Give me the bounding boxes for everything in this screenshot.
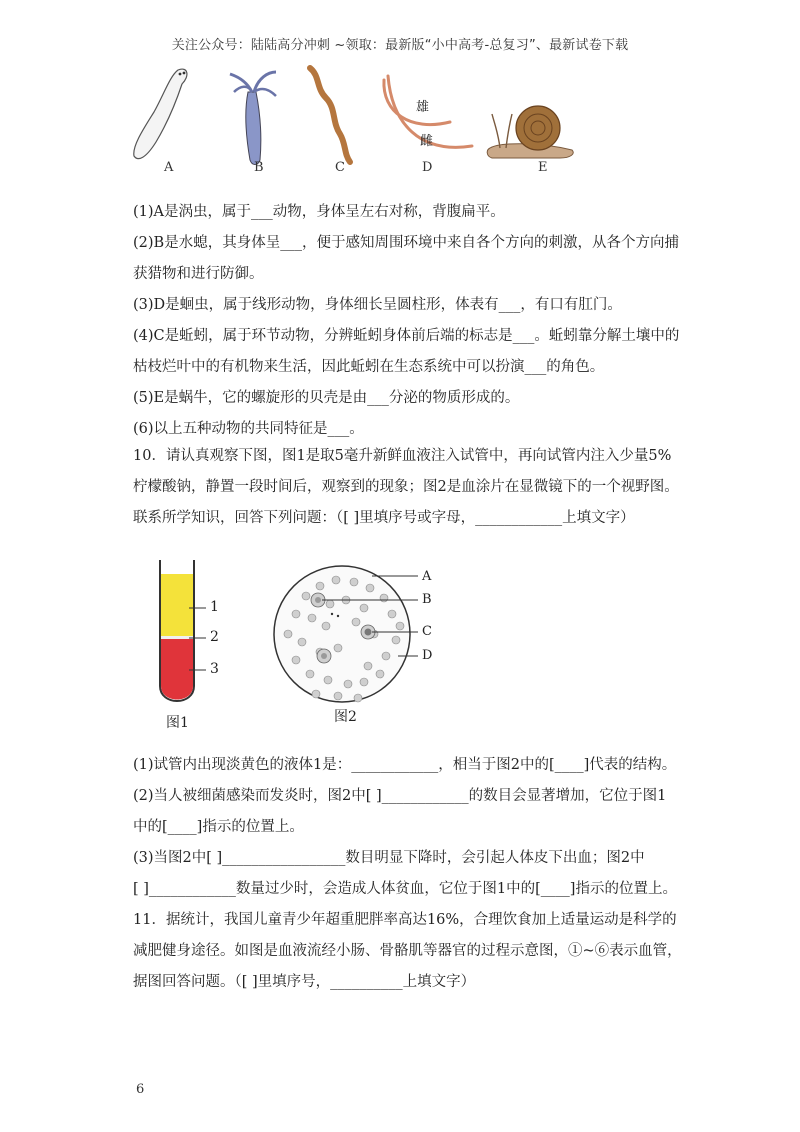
blood-smear-figure [268, 556, 448, 726]
q10-intro-1: 10．请认真观察下图，图1是取5毫升新鲜血液注入试管中，再向试管内注入少量5% [133, 448, 672, 464]
animal-label-e: E [538, 160, 548, 175]
animal-label-a: A [164, 160, 174, 175]
q10-sub-1: (1)试管内出现淡黄色的液体1是：____________，相当于图2中的[____]代表的结构。 [133, 757, 677, 773]
q10-intro-3: 联系所学知识，回答下列问题：（[ ]里填序号或字母，____________上填文字） [133, 510, 635, 526]
q10-sub-3b: [ ]____________数量过少时，会造成人体贫血，它位于图1中的[____]指示的位置上。 [133, 881, 677, 897]
fig1-label-3: 3 [210, 661, 219, 677]
animal-illustrations [120, 62, 590, 180]
q9-line-7: (5)E是蜗牛，它的螺旋形的贝壳是由___分泌的物质形成的。 [133, 390, 520, 406]
q11-line-2: 减肥健身途径。如图是血液流经小肠、骨骼肌等器官的过程示意图，①~⑥表示血管， [133, 943, 682, 959]
q9-line-8: (6)以上五种动物的共同特征是___。 [133, 421, 364, 437]
test-tube-figure [144, 556, 234, 726]
fig2-caption: 图2 [334, 709, 357, 725]
fig1-label-2: 2 [210, 629, 219, 645]
snail-illustration [487, 106, 573, 158]
q9-line-3: 获猎物和进行防御。 [133, 266, 264, 282]
fig1-caption: 图1 [166, 715, 189, 731]
fig2-label-a: A [422, 569, 432, 584]
hydra-illustration [230, 72, 276, 165]
q10-sub-2a: (2)当人被细菌感染而发炎时，图2中[ ]____________的数目会显著增加，它位于图1 [133, 788, 667, 804]
q11-line-1: 11．据统计，我国儿童青少年超重肥胖率高达16%，合理饮食加上适量运动是科学的 [133, 912, 677, 928]
fig2-label-b: B [422, 592, 432, 607]
q9-line-6: 枯枝烂叶中的有机物来生活，因此蚯蚓在生态系统中可以扮演___的角色。 [133, 359, 605, 375]
q9-line-2: (2)B是水螅，其身体呈___，便于感知周围环境中来自各个方向的刺激，从各个方向捕 [133, 235, 679, 251]
fig2-label-c: C [422, 624, 432, 639]
flatworm-illustration [134, 69, 187, 159]
q10-sub-3a: (3)当图2中[ ]_________________数目明显下降时，会引起人体皮下出血；图2中 [133, 850, 645, 866]
q9-line-1: (1)A是涡虫，属于___动物，身体呈左右对称，背腹扁平。 [133, 204, 505, 220]
q9-line-4: (3)D是蛔虫，属于线形动物，身体细长呈圆柱形，体表有___，有口有肛门。 [133, 297, 622, 313]
page-header: 关注公众号：陆陆高分冲刺 ~领取：最新版“小中高考-总复习”、最新试卷下载 [171, 38, 629, 53]
q9-line-5: (4)C是蚯蚓，属于环节动物，分辨蚯蚓身体前后端的标志是___。蚯蚓靠分解土壤中的 [133, 328, 680, 344]
fig2-label-d: D [422, 648, 433, 663]
q10-intro-2: 柠檬酸钠，静置一段时间后，观察到的现象；图2是血涂片在显微镜下的一个视野图。 [133, 479, 679, 495]
q10-sub-2b: 中的[____]指示的位置上。 [133, 819, 304, 835]
page-number: 6 [136, 1082, 145, 1097]
earthworm-illustration [310, 68, 350, 162]
animal-label-c: C [335, 160, 345, 175]
q11-line-3: 据图回答问题。（[ ]里填序号，__________上填文字） [133, 974, 476, 990]
fig1-label-1: 1 [210, 599, 219, 615]
male-label: 雄 [416, 100, 430, 115]
female-label: 雌 [420, 134, 434, 149]
animal-label-b: B [254, 160, 264, 175]
animal-label-d: D [422, 160, 433, 175]
